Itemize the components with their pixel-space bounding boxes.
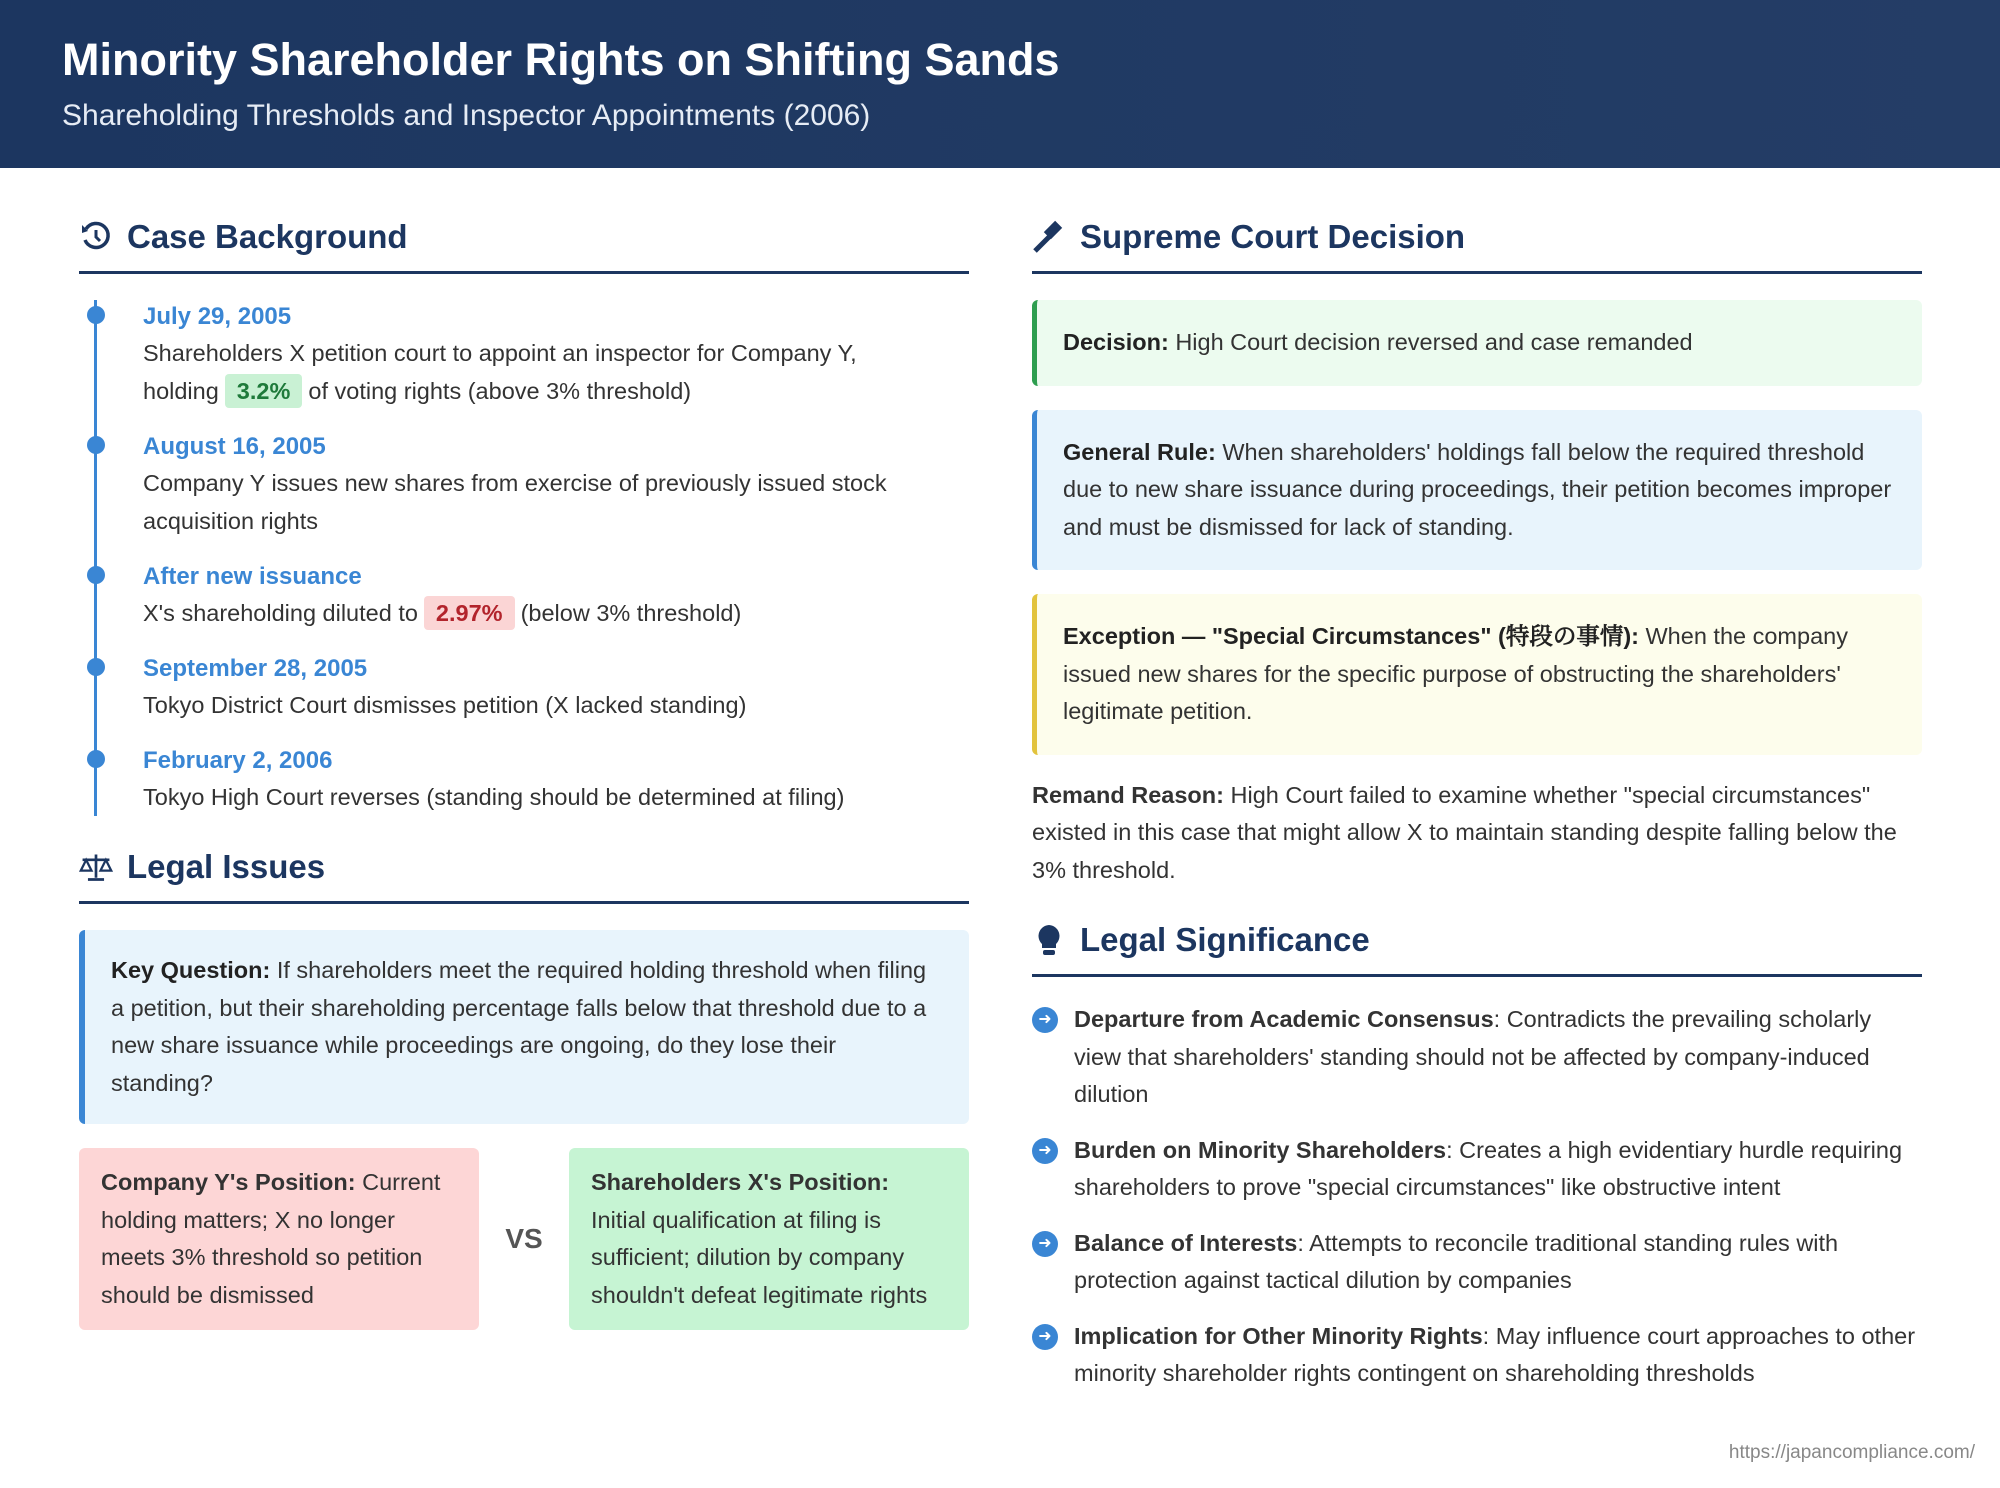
timeline-date: July 29, 2005 xyxy=(143,303,292,330)
timeline-item xyxy=(143,430,969,540)
balance-scale-icon xyxy=(79,850,113,884)
timeline-date: September 28, 2005 xyxy=(143,655,368,682)
section-title: Legal Significance xyxy=(1080,920,1370,958)
timeline-item xyxy=(143,560,969,632)
timeline-date: After new issuance xyxy=(143,563,362,590)
text: Initial qualification at filing is sufficient; dilution by company shouldn't defeat legitimate rights xyxy=(591,1206,928,1308)
label: Company Y's Position: xyxy=(101,1169,356,1195)
timeline-dot xyxy=(87,306,105,324)
text: : Attempts to reconcile traditional standing rules with protection against tactical dilution by companies xyxy=(1074,1229,1839,1293)
text: Shareholders X petition court to appoint an inspector for Company Y, holding xyxy=(143,340,857,404)
history-icon xyxy=(79,220,113,254)
text: (below 3% threshold) xyxy=(520,600,742,626)
text: When the company issued new shares for the specific purpose of obstructing the shareholders' legitimate petition. xyxy=(1063,623,1848,724)
text: : May influence court approaches to other minority shareholder rights contingent on shareholding thresholds xyxy=(1074,1322,1916,1386)
source-url: https://japancompliance.com/ xyxy=(1728,1442,1975,1463)
timeline-dot xyxy=(87,658,105,676)
key-question-box xyxy=(79,930,969,1124)
timeline-date: August 16, 2005 xyxy=(143,433,326,460)
text: X's shareholding diluted to xyxy=(143,600,418,626)
legal-issues-heading xyxy=(79,844,969,904)
timeline-dot xyxy=(87,436,105,454)
timeline-item xyxy=(143,300,969,410)
percent-badge: 3.2% xyxy=(225,374,303,408)
list-item xyxy=(1032,1225,1922,1300)
company-position-box xyxy=(79,1148,479,1330)
section-title: Legal Issues xyxy=(127,847,326,885)
arrow-circle-icon: ➜ xyxy=(1032,1231,1058,1257)
label: General Rule: xyxy=(1063,438,1216,465)
timeline-item xyxy=(143,744,969,816)
label: Exception — "Special Circumstances" (特段の事情): xyxy=(1063,623,1639,649)
percent-badge: 2.97% xyxy=(424,596,515,630)
section-title: Case Background xyxy=(127,217,408,255)
right-column xyxy=(1032,214,1922,1411)
gavel-icon xyxy=(1032,220,1066,254)
list-item xyxy=(1032,1318,1922,1393)
positions-comparison xyxy=(79,1148,969,1330)
decision-box xyxy=(1032,300,1922,386)
arrow-circle-icon: ➜ xyxy=(1032,1007,1058,1033)
list-item xyxy=(1032,1132,1922,1207)
text: High Court failed to examine whether "special circumstances" existed in this case that might allow X to maintain standing despite falling below the 3% threshold. xyxy=(1032,781,1897,883)
significance-list xyxy=(1032,1001,1922,1393)
shareholder-position-box xyxy=(569,1148,969,1330)
arrow-circle-icon: ➜ xyxy=(1032,1138,1058,1164)
left-column xyxy=(79,214,969,1330)
significance-heading xyxy=(1032,917,1922,977)
case-background-heading xyxy=(79,214,969,274)
label: Implication for Other Minority Rights xyxy=(1074,1322,1483,1349)
text: : Creates a high evidentiary hurdle requiring shareholders to prove "special circumstances" like obstructive intent xyxy=(1074,1136,1903,1200)
text: If shareholders meet the required holding threshold when filing a petition, but their shareholding percentage falls below that threshold due to a new share issuance while proceedings are ongoing, do they lose their standing? xyxy=(111,957,927,1096)
label: Burden on Minority Shareholders xyxy=(1074,1136,1447,1163)
list-item xyxy=(1032,1001,1922,1114)
timeline xyxy=(94,300,969,816)
text: : Contradicts the prevailing scholarly view that shareholders' standing should not be affected by company-induced dilution xyxy=(1074,1006,1872,1107)
vs-label: VS xyxy=(505,1223,543,1254)
exception-box xyxy=(1032,594,1922,755)
label: Key Question: xyxy=(111,957,271,983)
label: Departure from Academic Consensus xyxy=(1074,1006,1494,1032)
label: Shareholders X's Position: xyxy=(591,1169,890,1195)
label: Balance of Interests xyxy=(1074,1229,1298,1256)
timeline-item xyxy=(143,652,969,724)
timeline-dot xyxy=(87,750,105,768)
general-rule-box xyxy=(1032,410,1922,571)
timeline-text xyxy=(143,334,969,410)
timeline-date: February 2, 2006 xyxy=(143,747,333,774)
remand-reason xyxy=(1032,777,1922,890)
label: Decision: xyxy=(1063,329,1169,355)
lightbulb-icon xyxy=(1032,923,1066,957)
text: When shareholders' holdings fall below the required threshold due to new share issuance during proceedings, their petition becomes improper and must be dismissed for lack of standing. xyxy=(1063,438,1892,540)
decision-heading xyxy=(1032,214,1922,274)
page-header xyxy=(0,0,2000,168)
arrow-circle-icon: ➜ xyxy=(1032,1324,1058,1350)
text: Current holding matters; X no longer meets 3% threshold so petition should be dismissed xyxy=(101,1169,441,1308)
timeline-dot xyxy=(87,566,105,584)
text: High Court decision reversed and case remanded xyxy=(1175,329,1693,355)
timeline-text: Company Y issues new shares from exercise of previously issued stock acquisition rights xyxy=(143,470,887,534)
timeline-text xyxy=(143,594,969,632)
label: Remand Reason: xyxy=(1032,781,1224,808)
page-title: Minority Shareholder Rights on Shifting Sands xyxy=(62,34,1060,85)
timeline-text: Tokyo High Court reverses (standing should be determined at filing) xyxy=(143,784,845,810)
section-title: Supreme Court Decision xyxy=(1080,217,1466,255)
page-subtitle: Shareholding Thresholds and Inspector Appointments (2006) xyxy=(62,99,871,132)
text: of voting rights (above 3% threshold) xyxy=(308,378,692,404)
timeline-text: Tokyo District Court dismisses petition (X lacked standing) xyxy=(143,692,747,718)
